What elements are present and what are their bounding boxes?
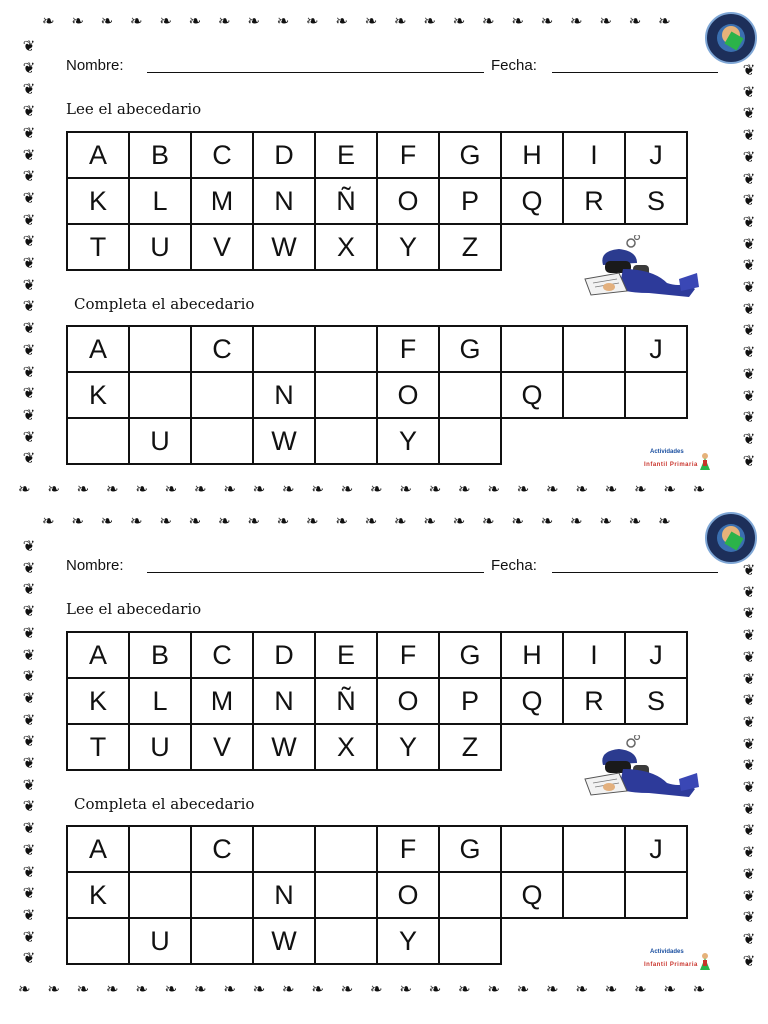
empty-space xyxy=(501,724,563,770)
letter-cell: I xyxy=(563,632,625,678)
letter-cell: B xyxy=(129,632,191,678)
brand-line-1: Actividades xyxy=(650,449,684,455)
given-letter-cell: A xyxy=(67,826,129,872)
brand-figure-icon xyxy=(698,452,712,470)
blank-letter-cell[interactable] xyxy=(191,918,253,964)
letter-cell: D xyxy=(253,132,315,178)
blank-letter-cell[interactable] xyxy=(563,326,625,372)
brand-logo-icon xyxy=(642,948,716,976)
blank-letter-cell[interactable] xyxy=(129,826,191,872)
letter-cell: O xyxy=(377,178,439,224)
date-label: Fecha: xyxy=(491,57,537,74)
name-field[interactable] xyxy=(147,72,484,73)
worksheet-copy-2 xyxy=(0,500,768,1000)
given-letter-cell: Y xyxy=(377,918,439,964)
given-letter-cell: G xyxy=(439,326,501,372)
letter-cell: O xyxy=(377,678,439,724)
read-heading: Lee el abecedario xyxy=(66,100,202,118)
blank-letter-cell[interactable] xyxy=(625,372,687,418)
brand-figure-icon xyxy=(698,952,712,970)
blank-letter-cell[interactable] xyxy=(253,326,315,372)
given-letter-cell: O xyxy=(377,872,439,918)
given-letter-cell: F xyxy=(377,826,439,872)
given-letter-cell: W xyxy=(253,918,315,964)
letter-cell: Z xyxy=(439,224,501,270)
given-letter-cell: Q xyxy=(501,372,563,418)
brand-logo-icon xyxy=(642,448,716,476)
blank-letter-cell[interactable] xyxy=(129,372,191,418)
blank-letter-cell[interactable] xyxy=(439,372,501,418)
letter-cell: A xyxy=(67,632,129,678)
letter-cell: I xyxy=(563,132,625,178)
letter-cell: G xyxy=(439,632,501,678)
letter-cell: Ñ xyxy=(315,678,377,724)
letter-cell: L xyxy=(129,178,191,224)
letter-cell: W xyxy=(253,724,315,770)
letter-cell: K xyxy=(67,178,129,224)
blank-letter-cell[interactable] xyxy=(563,872,625,918)
letter-cell: Y xyxy=(377,724,439,770)
name-field[interactable] xyxy=(147,572,484,573)
blank-letter-cell[interactable] xyxy=(315,418,377,464)
blank-letter-cell[interactable] xyxy=(625,872,687,918)
letter-cell: R xyxy=(563,178,625,224)
given-letter-cell: K xyxy=(67,372,129,418)
brand-line-1: Actividades xyxy=(650,949,684,955)
given-letter-cell: C xyxy=(191,326,253,372)
letter-cell: U xyxy=(129,224,191,270)
blank-letter-cell[interactable] xyxy=(67,918,129,964)
left-border-ornament: ❦ ❦ ❦ ❦ ❦ ❦ ❦ ❦ ❦ ❦ ❦ ❦ ❦ ❦ ❦ ❦ ❦ ❦ ❦ ❦ xyxy=(22,537,36,968)
empty-space xyxy=(563,918,625,964)
letter-cell: T xyxy=(67,724,129,770)
letter-cell: A xyxy=(67,132,129,178)
letter-cell: E xyxy=(315,132,377,178)
letter-cell: W xyxy=(253,224,315,270)
letter-cell: C xyxy=(191,132,253,178)
blank-letter-cell[interactable] xyxy=(253,826,315,872)
blank-letter-cell[interactable] xyxy=(501,826,563,872)
letter-cell: U xyxy=(129,724,191,770)
letter-cell: M xyxy=(191,678,253,724)
letter-cell: L xyxy=(129,678,191,724)
letter-cell: R xyxy=(563,678,625,724)
letter-cell: P xyxy=(439,178,501,224)
given-letter-cell: A xyxy=(67,326,129,372)
letter-cell: G xyxy=(439,132,501,178)
alphabet-completion-grid xyxy=(66,825,688,965)
letter-cell: F xyxy=(377,132,439,178)
blank-letter-cell[interactable] xyxy=(439,872,501,918)
blank-letter-cell[interactable] xyxy=(315,372,377,418)
empty-space xyxy=(501,418,563,464)
empty-space xyxy=(501,918,563,964)
blank-letter-cell[interactable] xyxy=(315,826,377,872)
given-letter-cell: U xyxy=(129,418,191,464)
given-letter-cell: J xyxy=(625,826,687,872)
letter-cell: N xyxy=(253,178,315,224)
diver-reading-illustration-icon xyxy=(583,235,703,307)
letter-cell: D xyxy=(253,632,315,678)
letter-cell: C xyxy=(191,632,253,678)
letter-cell: V xyxy=(191,724,253,770)
given-letter-cell: Y xyxy=(377,418,439,464)
letter-cell: X xyxy=(315,724,377,770)
letter-cell: S xyxy=(625,178,687,224)
letter-cell: P xyxy=(439,678,501,724)
given-letter-cell: F xyxy=(377,326,439,372)
right-border-ornament: ❦ ❦ ❦ ❦ ❦ ❦ ❦ ❦ ❦ ❦ ❦ ❦ ❦ ❦ ❦ ❦ ❦ ❦ ❦ xyxy=(742,561,756,970)
letter-cell: J xyxy=(625,132,687,178)
letter-cell: B xyxy=(129,132,191,178)
letter-cell: M xyxy=(191,178,253,224)
blank-letter-cell[interactable] xyxy=(563,372,625,418)
letter-cell: S xyxy=(625,678,687,724)
top-border-ornament: ❧ ❧ ❧ ❧ ❧ ❧ ❧ ❧ ❧ ❧ ❧ ❧ ❧ ❧ ❧ ❧ ❧ ❧ ❧ ❧ ❧ ❧ xyxy=(42,514,677,529)
complete-heading: Completa el abecedario xyxy=(74,795,255,813)
letter-cell: Y xyxy=(377,224,439,270)
blank-letter-cell[interactable] xyxy=(191,418,253,464)
blank-letter-cell[interactable] xyxy=(191,872,253,918)
letter-cell: H xyxy=(501,132,563,178)
given-letter-cell: O xyxy=(377,372,439,418)
blank-letter-cell[interactable] xyxy=(191,372,253,418)
letter-cell: E xyxy=(315,632,377,678)
blank-letter-cell[interactable] xyxy=(315,872,377,918)
letter-cell: Q xyxy=(501,178,563,224)
right-border-ornament: ❦ ❦ ❦ ❦ ❦ ❦ ❦ ❦ ❦ ❦ ❦ ❦ ❦ ❦ ❦ ❦ ❦ ❦ ❦ xyxy=(742,61,756,470)
alphabet-completion-grid xyxy=(66,325,688,465)
letter-cell: N xyxy=(253,678,315,724)
blank-letter-cell[interactable] xyxy=(439,418,501,464)
letter-cell: J xyxy=(625,632,687,678)
blank-letter-cell[interactable] xyxy=(315,326,377,372)
blank-letter-cell[interactable] xyxy=(129,872,191,918)
given-letter-cell: N xyxy=(253,872,315,918)
given-letter-cell: G xyxy=(439,826,501,872)
letter-cell: H xyxy=(501,632,563,678)
blank-letter-cell[interactable] xyxy=(315,918,377,964)
letter-cell: X xyxy=(315,224,377,270)
given-letter-cell: U xyxy=(129,918,191,964)
blank-letter-cell[interactable] xyxy=(501,326,563,372)
bottom-border-ornament: ❧ ❧ ❧ ❧ ❧ ❧ ❧ ❧ ❧ ❧ ❧ ❧ ❧ ❧ ❧ ❧ ❧ ❧ ❧ ❧ ❧ ❧ ❧ ❧ xyxy=(18,482,712,497)
letter-cell: Ñ xyxy=(315,178,377,224)
worksheet-copy-1 xyxy=(0,0,768,500)
brand-line-2: Infantil Primaria xyxy=(644,462,698,468)
name-label: Nombre: xyxy=(66,557,124,574)
complete-heading: Completa el abecedario xyxy=(74,295,255,313)
letter-cell: Z xyxy=(439,724,501,770)
given-letter-cell: J xyxy=(625,326,687,372)
date-field[interactable] xyxy=(552,72,718,73)
blank-letter-cell[interactable] xyxy=(67,418,129,464)
letter-cell: T xyxy=(67,224,129,270)
given-letter-cell: C xyxy=(191,826,253,872)
date-field[interactable] xyxy=(552,572,718,573)
letter-cell: V xyxy=(191,224,253,270)
given-letter-cell: Q xyxy=(501,872,563,918)
blank-letter-cell[interactable] xyxy=(563,826,625,872)
read-heading: Lee el abecedario xyxy=(66,600,202,618)
given-letter-cell: K xyxy=(67,872,129,918)
blank-letter-cell[interactable] xyxy=(439,918,501,964)
given-letter-cell: N xyxy=(253,372,315,418)
top-border-ornament: ❧ ❧ ❧ ❧ ❧ ❧ ❧ ❧ ❧ ❧ ❧ ❧ ❧ ❧ ❧ ❧ ❧ ❧ ❧ ❧ ❧ ❧ xyxy=(42,14,677,29)
left-border-ornament: ❦ ❦ ❦ ❦ ❦ ❦ ❦ ❦ ❦ ❦ ❦ ❦ ❦ ❦ ❦ ❦ ❦ ❦ ❦ ❦ xyxy=(22,37,36,468)
brand-line-2: Infantil Primaria xyxy=(644,962,698,968)
letter-cell: Q xyxy=(501,678,563,724)
empty-space xyxy=(563,418,625,464)
diver-reading-illustration-icon xyxy=(583,735,703,807)
school-logo-badge-icon xyxy=(705,512,757,564)
date-label: Fecha: xyxy=(491,557,537,574)
letter-cell: K xyxy=(67,678,129,724)
empty-space xyxy=(501,224,563,270)
given-letter-cell: W xyxy=(253,418,315,464)
letter-cell: F xyxy=(377,632,439,678)
school-logo-badge-icon xyxy=(705,12,757,64)
blank-letter-cell[interactable] xyxy=(129,326,191,372)
name-label: Nombre: xyxy=(66,57,124,74)
bottom-border-ornament: ❧ ❧ ❧ ❧ ❧ ❧ ❧ ❧ ❧ ❧ ❧ ❧ ❧ ❧ ❧ ❧ ❧ ❧ ❧ ❧ ❧ ❧ ❧ ❧ xyxy=(18,982,712,997)
